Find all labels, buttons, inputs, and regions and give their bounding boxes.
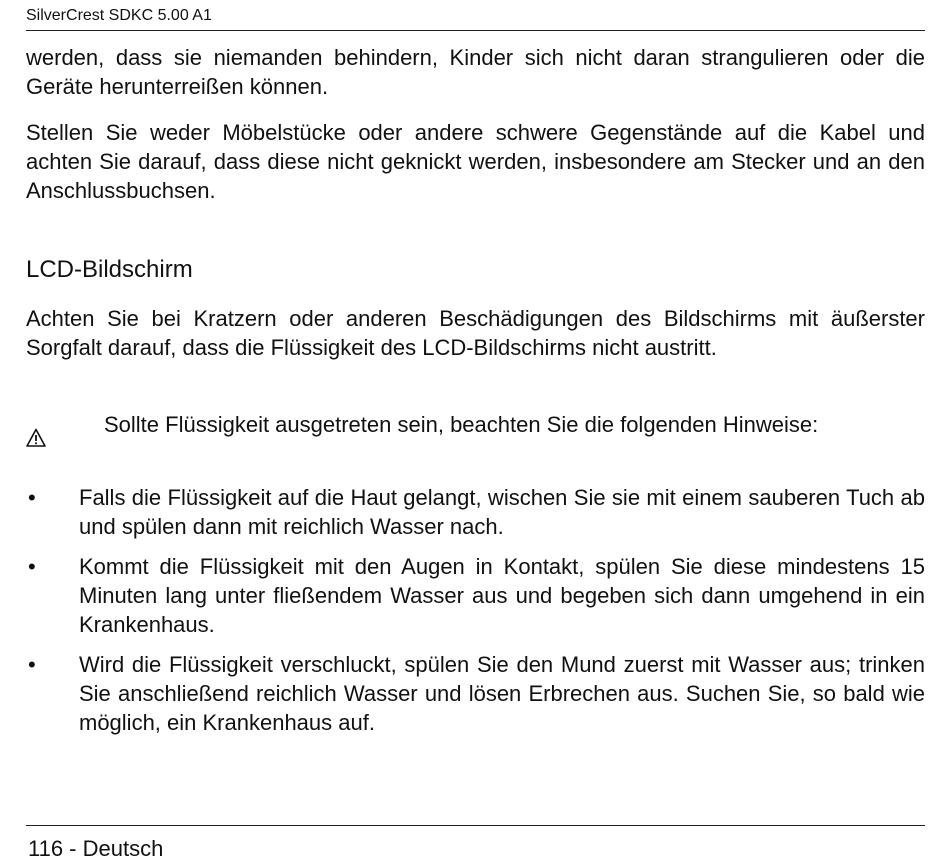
bullet-marker: • [28,554,36,579]
manual-page [26,0,925,867]
list-item-text: Kommt die Flüssigkeit mit den Augen in Kontakt, spülen Sie diese mindestens 15 Minuten lang unter fließendem Wasser aus und begeben sich dann umgehend in ein Krankenhaus. [79,554,925,637]
header-rule [26,30,925,31]
list-item [26,483,925,541]
paragraph-cable-protection: Stellen Sie weder Möbelstücke oder andere schwere Gegenstände auf die Kabel und achten Sie darauf, dass diese nicht geknickt werden, insbesondere am Stecker und an den Anschlussbuchsen. [26,120,925,203]
footer-rule [26,825,925,826]
paragraph-cable-placement: werden, dass sie niemanden behindern, Kinder sich nicht daran strangulieren oder die Geräte herunterreißen können. [26,45,925,99]
list-item-text: Falls die Flüssigkeit auf die Haut gelangt, wischen Sie sie mit einem sauberen Tuch ab und spülen dann mit reichlich Wasser nach. [79,485,925,539]
bullet-marker: • [28,485,36,510]
warning-text: Sollte Flüssigkeit ausgetreten sein, beachten Sie die folgenden Hinweise: [104,412,819,437]
warning-triangle-icon [26,428,46,448]
section-heading: LCD-Bildschirm [26,256,193,283]
list-item [26,552,925,639]
running-head: SilverCrest SDKC 5.00 A1 [26,7,212,24]
bullet-list [26,483,925,748]
list-item-text: Wird die Flüssigkeit verschluckt, spülen Sie den Mund zuerst mit Wasser aus; trinken Sie anschließend reichlich Wasser und lösen Erbrechen aus. Suchen Sie, so bald wie möglich, ein Krankenhaus auf. [79,652,925,735]
bullet-marker: • [28,652,36,677]
list-item [26,650,925,737]
page-footer: 116 - Deutsch [28,836,164,861]
paragraph-lcd-care: Achten Sie bei Kratzern oder anderen Beschädigungen des Bildschirms mit äußerster Sorgfalt darauf, dass die Flüssigkeit des LCD-Bildschirms nicht austritt. [26,306,925,360]
